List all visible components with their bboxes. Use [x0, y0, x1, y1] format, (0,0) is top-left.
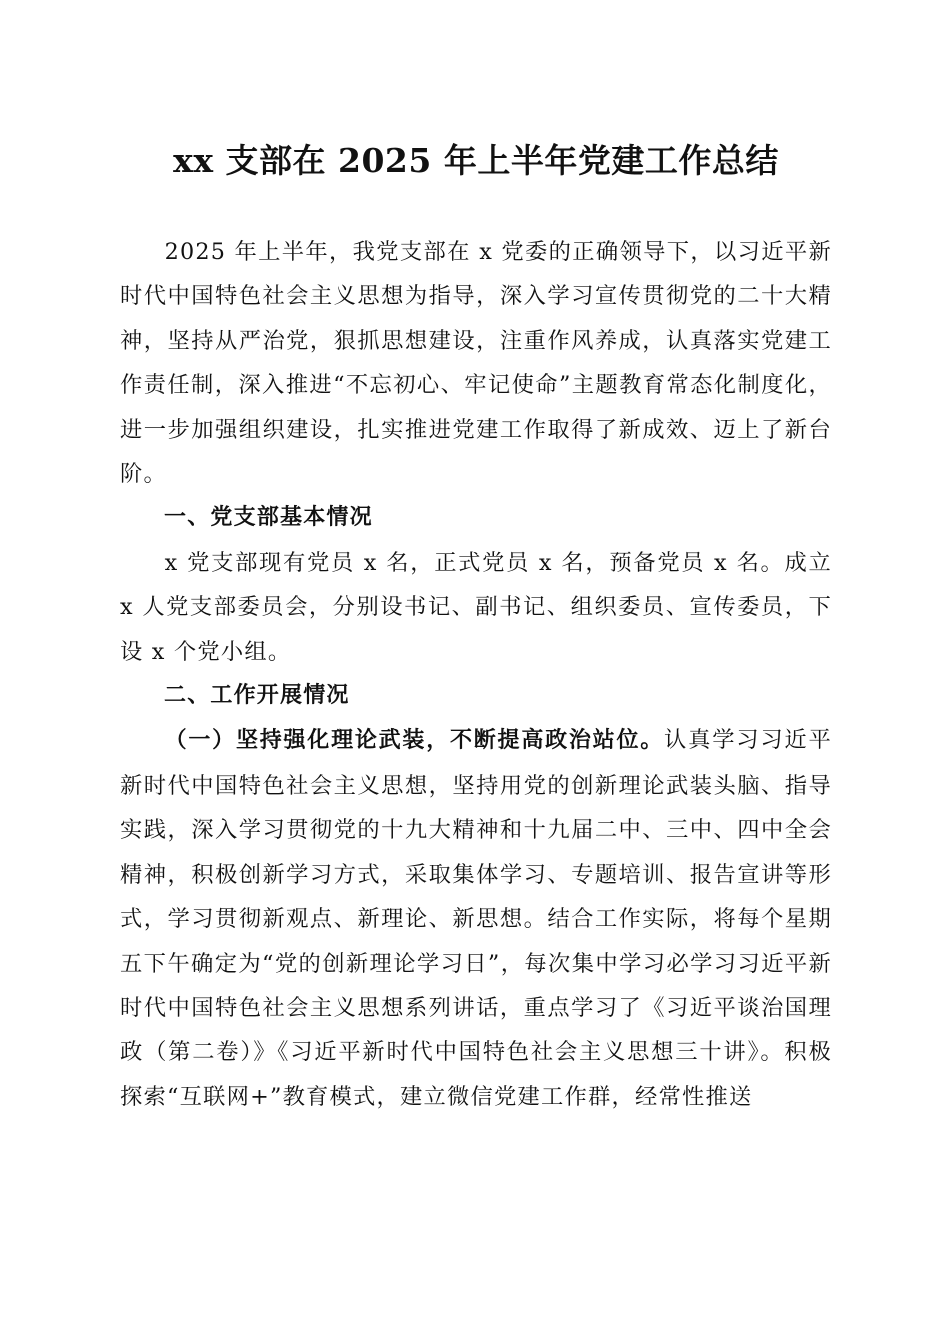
document-body — [120, 230, 832, 1119]
document-title: xx 支部在 2025 年上半年党建工作总结 — [173, 141, 779, 180]
section-1-paragraph: x 党支部现有党员 x 名，正式党员 x 名，预备党员 x 名。成立 x 人党支部委员会，分别设书记、副书记、组织委员、宣传委员，下设 x 个党小组。 — [120, 549, 832, 665]
section-1-heading: 一、党支部基本情况 — [164, 505, 373, 531]
intro-paragraph: 2025 年上半年，我党支部在 x 党委的正确领导下，以习近平新时代中国特色社会主义思想为指导，深入学习宣传贯彻党的二十大精神，坚持从严治党，狠抓思想建设，注重作风养成，认真落实党建工作责任制，深入推进“不忘初心、牢记使命”主题教育常态化制度化，进一步加强组织建设，扎实推进党建工作取得了新成效、迈上了新台阶。 — [120, 239, 832, 488]
section-2-heading: 二、工作开展情况 — [164, 683, 350, 709]
section-2-sub-1-text: 认真学习习近平新时代中国特色社会主义思想，坚持用党的创新理论武装头脑、指导实践，深入学习贯彻党的十九大精神和十九届二中、三中、四中全会精神，积极创新学习方式，采取集体学习、专题培训、报告宣讲等形式，学习贯彻新观点、新理论、新思想。结合工作实际，将每个星期五下午确定为“党的创新理论学习日”，每次集中学习必学习习近平新时代中国特色社会主义思想系列讲话，重点学习了《习近平谈治国理政（第二卷）》《习近平新时代中国特色社会主义思想三十讲》。积极探索“互联网+”教育模式，建立微信党建工作群，经常性推送 — [120, 727, 833, 1110]
section-2-sub-1-lead: （一）坚持强化理论武装，不断提高政治站位。 — [164, 728, 665, 754]
section-2-sub-1-paragraph — [120, 718, 832, 1119]
